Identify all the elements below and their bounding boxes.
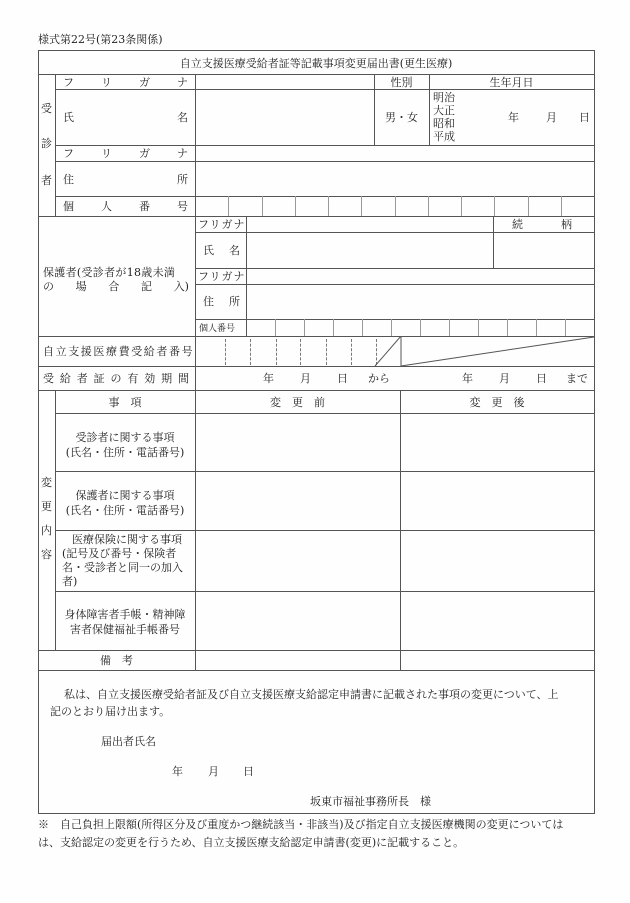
change-section-label-2: 更 <box>41 500 52 513</box>
label-line: 害者保健福祉手帳番号 <box>70 623 180 636</box>
label-char: 名 <box>229 244 240 257</box>
change-section-label-1: 変 <box>41 476 52 489</box>
digit-cell-divider <box>295 196 296 216</box>
label-char: 柄 <box>561 218 572 231</box>
digit-cell-divider <box>333 319 334 336</box>
label-char: 所 <box>177 173 188 186</box>
label-char: 場 <box>75 280 87 293</box>
patient-section-label-2: 診 <box>41 137 52 150</box>
label-char: 個 <box>63 200 74 213</box>
digit-cell-divider <box>494 196 495 216</box>
label-line: 受診者に関する事項 <box>75 431 175 444</box>
digit-cell-divider <box>561 196 562 216</box>
validity-from-year: 年 <box>263 372 274 385</box>
validity-to-suffix: まで <box>566 372 588 385</box>
remarks-before-field[interactable] <box>196 651 400 670</box>
era-taisho[interactable]: 大正 <box>433 104 455 117</box>
column-header-after: 変 更 後 <box>469 396 525 409</box>
declaration-text-line2: 記のとおり届け出ます。 <box>50 705 171 718</box>
applicant-name-field[interactable] <box>170 730 470 750</box>
label-char: 者 <box>76 372 88 385</box>
patient-change-before-field[interactable] <box>196 414 400 471</box>
handbook-change-after-field[interactable] <box>401 592 593 650</box>
label-line: (氏名・住所・電話番号) <box>65 446 185 459</box>
validity-from-day: 日 <box>337 372 348 385</box>
gender-header: 性別 <box>390 76 413 89</box>
label-char: 有 <box>127 372 139 385</box>
form-number: 様式第22号(第23条関係) <box>38 33 163 46</box>
applicant-name-label: 届出者氏名 <box>101 735 156 748</box>
label-char: ナ <box>177 147 188 160</box>
patient-change-after-field[interactable] <box>401 414 593 471</box>
digit-cell-divider <box>228 196 229 216</box>
label-line: 者) <box>62 575 78 588</box>
label-char: 期 <box>161 372 173 385</box>
footnote-line1: ※ 自己負担上限額(所得区分及び重度かつ継続該当・非該当)及び指定自立支援医療機関の変更については <box>38 818 564 831</box>
guardian-address-field[interactable] <box>247 285 593 319</box>
label-char: 氏 <box>203 244 214 257</box>
patient-address-furigana-label <box>63 147 188 160</box>
label-line: 名・受診者と同一の加入 <box>62 561 183 574</box>
label-char: 続 <box>512 218 523 231</box>
label-char: 受 <box>43 372 54 385</box>
digit-cell-divider <box>362 319 363 336</box>
label-char: 効 <box>144 372 156 385</box>
label-char: 入) <box>173 280 189 293</box>
patient-address-field[interactable] <box>196 162 593 196</box>
digit-cell-divider <box>225 339 226 365</box>
birthdate-header: 生年月日 <box>489 76 534 89</box>
declaration-date-day: 日 <box>243 765 254 778</box>
digit-cell-divider <box>328 196 329 216</box>
diagonal-slash <box>375 336 401 366</box>
guardian-change-before-field[interactable] <box>196 472 400 530</box>
label-char: ナ <box>177 76 188 89</box>
label-line: 保護者に関する事項 <box>75 489 175 502</box>
digit-cell-divider <box>300 339 301 365</box>
guardian-personal-number-field[interactable] <box>246 319 594 336</box>
label-char: 号 <box>177 200 188 213</box>
label-char: リ <box>101 147 112 160</box>
digit-cell-divider <box>449 319 450 336</box>
guardian-address-furigana-field[interactable] <box>247 269 593 284</box>
label-char: 住 <box>63 173 74 186</box>
digit-cell-divider <box>351 339 352 365</box>
footnote-line2: は、支給認定の変更を行うため、自立支援医療支給認定申請書(変更)に記載すること。 <box>38 836 465 849</box>
digit-cell-divider <box>361 196 362 216</box>
divider <box>38 390 594 391</box>
label-line: 身体障害者手帳・精神障 <box>64 608 186 621</box>
guardian-change-after-field[interactable] <box>401 472 593 530</box>
guardian-personal-number-label: 個人番号 <box>199 324 236 334</box>
guardian-address-label <box>203 295 240 308</box>
era-meiji[interactable]: 明治 <box>433 91 455 104</box>
label-char: ガ <box>139 76 150 89</box>
validity-to-month: 月 <box>499 372 510 385</box>
declaration-date-month: 月 <box>208 765 219 778</box>
label-char: 住 <box>203 295 214 308</box>
label-char: フ <box>63 147 74 160</box>
relationship-field[interactable] <box>494 233 593 268</box>
guardian-name-furigana-field[interactable] <box>247 217 493 232</box>
guardian-name-field[interactable] <box>247 233 493 268</box>
patient-furigana-label <box>63 76 188 89</box>
patient-personal-number-field[interactable] <box>195 196 594 216</box>
change-row-label <box>55 430 195 460</box>
addressee: 坂東市福祉事務所長 様 <box>310 795 431 808</box>
patient-section-label-3: 者 <box>41 174 52 187</box>
digit-cell-divider <box>536 319 537 336</box>
birth-year-label: 年 <box>508 111 519 124</box>
digit-cell-divider <box>507 319 508 336</box>
label-char: フ <box>63 76 74 89</box>
guardian-name-label <box>203 244 240 257</box>
change-row-label <box>62 533 192 589</box>
form-title: 自立支援医療受給者証等記載事項変更届出書(更生医療) <box>179 57 453 70</box>
validity-label <box>43 372 189 385</box>
digit-cell-divider <box>528 196 529 216</box>
digit-cell-divider <box>250 339 251 365</box>
patient-address-furigana-field[interactable] <box>196 146 593 161</box>
label-char: 給 <box>59 372 71 385</box>
label-char: の <box>110 372 122 385</box>
digit-cell-divider <box>391 319 392 336</box>
label-char: 氏 <box>63 111 74 124</box>
insurance-change-after-field[interactable] <box>401 531 593 591</box>
validity-from-month: 月 <box>300 372 311 385</box>
digit-cell-divider <box>420 319 421 336</box>
digit-cell-divider <box>276 339 277 365</box>
birth-month-label: 月 <box>546 111 557 124</box>
era-heisei[interactable]: 平成 <box>433 130 455 143</box>
label-char: 人 <box>101 200 112 213</box>
patient-section-label-1: 受 <box>41 102 52 115</box>
digit-cell-divider <box>478 319 479 336</box>
digit-cell-divider <box>428 196 429 216</box>
guardian-address-furigana-label: フリガナ <box>198 270 246 283</box>
label-char: 名 <box>177 111 188 124</box>
remarks-label: 備 考 <box>100 654 133 667</box>
diagonal-slash <box>401 337 594 366</box>
era-showa[interactable]: 昭和 <box>433 117 455 130</box>
digit-cell-divider <box>395 196 396 216</box>
change-row-label <box>55 488 195 518</box>
guardian-section-label-line1: 保護者(受診者が18歳未満 <box>43 266 176 279</box>
patient-personal-number-label <box>63 200 188 213</box>
change-section-label-3: 内 <box>41 524 52 537</box>
guardian-section-label-line2 <box>43 280 189 293</box>
column-header-item: 事 項 <box>108 396 142 409</box>
birth-day-label: 日 <box>579 111 590 124</box>
label-char: 所 <box>229 295 240 308</box>
validity-to-year: 年 <box>462 372 473 385</box>
insurance-change-before-field[interactable] <box>196 531 400 591</box>
patient-name-label <box>63 111 188 124</box>
label-char: リ <box>101 76 112 89</box>
label-char: 番 <box>139 200 150 213</box>
patient-address-label <box>63 173 188 186</box>
label-char: 記 <box>141 280 153 293</box>
declaration-date-year: 年 <box>172 765 183 778</box>
validity-from-suffix: から <box>368 372 390 385</box>
digit-cell-divider <box>275 319 276 336</box>
change-section-label-4: 容 <box>41 548 52 561</box>
patient-name-furigana-field[interactable] <box>196 75 374 89</box>
label-char: 証 <box>93 372 105 385</box>
relationship-label <box>512 218 572 231</box>
digit-cell-divider <box>262 196 263 216</box>
label-char: ガ <box>139 147 150 160</box>
label-char: 合 <box>108 280 120 293</box>
declaration-text-line1: 私は、自立支援医療受給者証及び自立支援医療支給認定申請書に記載された事項の変更について、上 <box>64 688 559 701</box>
remarks-after-field[interactable] <box>401 651 593 670</box>
digit-cell-divider <box>326 339 327 365</box>
label-line: 医療保険に関する事項 <box>72 533 182 546</box>
digit-cell-divider <box>565 319 566 336</box>
label-line: (記号及び番号・保険者 <box>62 547 177 560</box>
handbook-change-before-field[interactable] <box>196 592 400 650</box>
recipient-number-label: 自立支援医療費受給者番号 <box>43 345 195 358</box>
validity-to-day: 日 <box>536 372 547 385</box>
divider <box>195 216 196 336</box>
label-char: 間 <box>178 372 189 385</box>
gender-options[interactable]: 男・女 <box>385 111 418 124</box>
column-header-before: 変 更 前 <box>270 396 325 409</box>
patient-name-field[interactable] <box>196 90 374 145</box>
era-options[interactable] <box>433 91 455 143</box>
digit-cell-divider <box>304 319 305 336</box>
divider <box>38 670 594 671</box>
recipient-number-slash-marks <box>370 336 596 368</box>
label-char: の <box>43 280 54 293</box>
label-line: (氏名・住所・電話番号) <box>65 504 185 517</box>
digit-cell-divider <box>461 196 462 216</box>
guardian-furigana-label: フリガナ <box>198 218 246 231</box>
change-row-label <box>55 607 195 637</box>
